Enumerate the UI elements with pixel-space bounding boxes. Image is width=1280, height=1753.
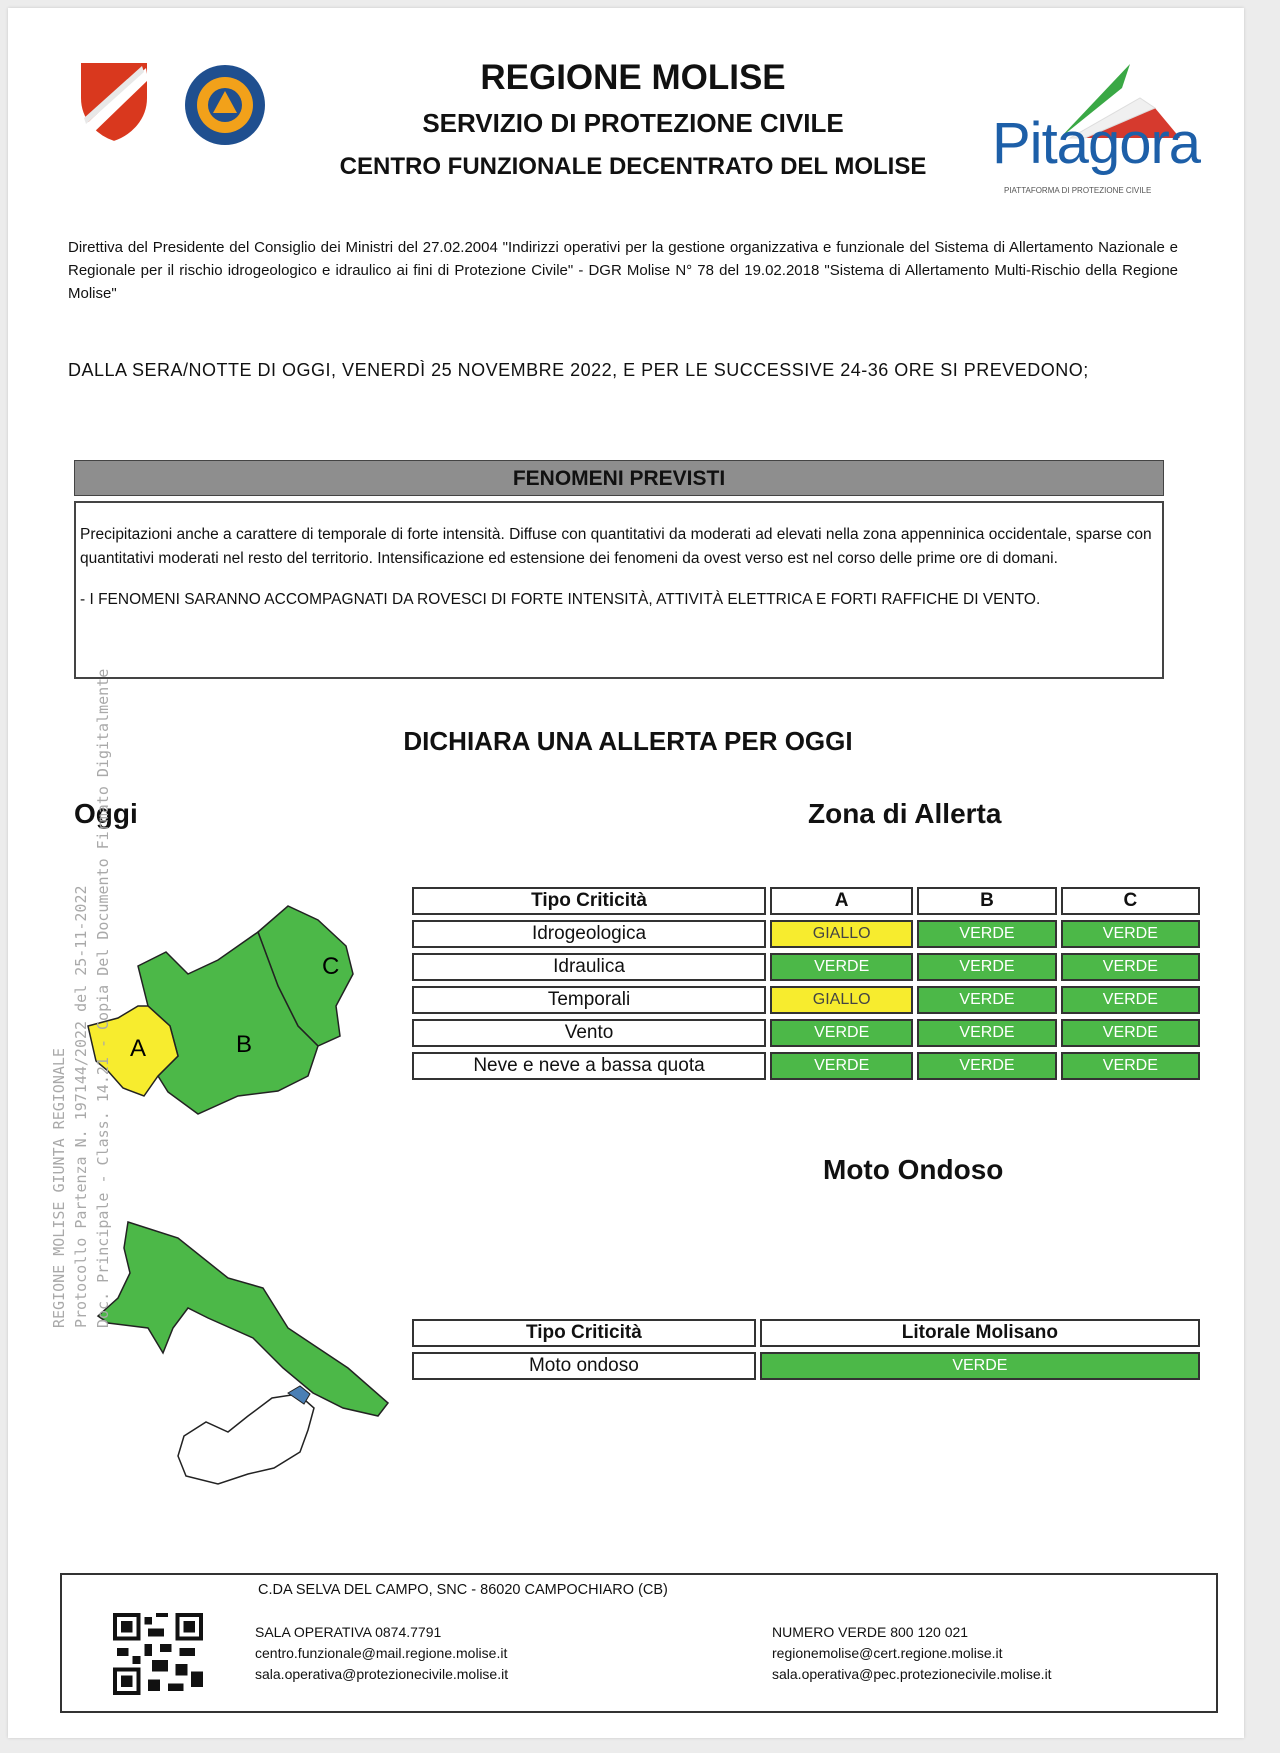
- alert-level-cell: VERDE: [917, 1019, 1056, 1047]
- alert-level-cell: VERDE: [1061, 986, 1200, 1014]
- coast-map: [88, 1218, 398, 1488]
- fenomeni-paragraph: - I FENOMENI SARANNO ACCOMPAGNATI DA ROVESCI DI FORTE INTENSITÀ, ATTIVITÀ ELETTRICA E FORTI RAFFICHE DI VENTO.: [80, 591, 1041, 608]
- alert-declaration: DICHIARA UNA ALLERTA PER OGGI: [403, 726, 853, 756]
- alert-level-cell: VERDE: [760, 1352, 1200, 1380]
- table-row: [412, 1352, 1200, 1380]
- alert-level-cell: VERDE: [917, 1052, 1056, 1080]
- table-row: [412, 1019, 1200, 1047]
- alert-level-cell: VERDE: [917, 986, 1056, 1014]
- qr-code-icon: [112, 1613, 204, 1695]
- criticita-label: Vento: [412, 1019, 766, 1047]
- footer-right-contacts: [772, 1622, 1052, 1685]
- zone-alert-table: [408, 882, 1204, 1085]
- pec-link[interactable]: regionemolise@cert.regione.molise.it: [772, 1645, 1003, 1661]
- zone-a-label: A: [130, 1035, 147, 1062]
- watermark-line: Doc. Principale - Class. 14.21 - Copia Del Documento Firmato Digitalmente: [94, 668, 112, 1328]
- alert-level-cell: VERDE: [1061, 920, 1200, 948]
- alert-level-cell: GIALLO: [770, 986, 913, 1014]
- sala-operativa: SALA OPERATIVA 0874.7791: [255, 1624, 442, 1640]
- forecast-intro: DALLA SERA/NOTTE DI OGGI, VENERDÌ 25 NOVEMBRE 2022, E PER LE SUCCESSIVE 24-36 ORE SI PREVEDONO;: [68, 360, 1089, 380]
- table-row: [412, 986, 1200, 1014]
- protezione-civile-seal-icon: [183, 63, 267, 147]
- alert-level-cell: VERDE: [917, 953, 1056, 981]
- table-row: [412, 920, 1200, 948]
- pitagora-logo-icon: [990, 58, 1200, 208]
- alert-level-cell: VERDE: [770, 1052, 913, 1080]
- directive-text: Direttiva del Presidente del Consiglio dei Ministri del 27.02.2004 "Indirizzi operativi per la gestione organizzativa e funzionale del Sistema di Allertamento Nazionale e Regionale per il rischio idrogeologico e idraulico ai fini di Protezione Civile" - DGR Molise N° 78 del 19.02.2018 "Sistema di Allertamento Multi-Rischio della Regione Molise": [68, 239, 1178, 302]
- coast-area: [98, 1222, 388, 1416]
- criticita-label: Idrogeologica: [412, 920, 766, 948]
- column-header: Tipo Criticità: [412, 887, 766, 915]
- document-page: [8, 8, 1244, 1738]
- zona-allerta-title: Zona di Allerta: [808, 798, 1002, 829]
- criticita-label: Moto ondoso: [412, 1352, 756, 1380]
- molise-zone-map: [78, 896, 398, 1136]
- protocol-watermark: [48, 378, 114, 1328]
- watermark-line: Protocollo Partenza N. 197144/2022 del 25-11-2022: [72, 885, 90, 1328]
- oggi-label: Oggi: [74, 798, 138, 829]
- regione-molise-shield-icon: [76, 58, 152, 144]
- footer-address: C.DA SELVA DEL CAMPO, SNC - 86020 CAMPOCHIARO (CB): [258, 1582, 668, 1598]
- pitagora-logo-text: Pitagora: [992, 111, 1201, 176]
- fenomeni-paragraph: Precipitazioni anche a carattere di temporale di forte intensità. Diffuse con quantitativi da moderati ad elevati nella zona appenninica occidentale, sparse con quantitativi moderati nel resto del territorio. Intensificazione ed estensione dei fenomeni da ovest verso est nel corso delle prime ore di domani.: [80, 526, 1152, 567]
- alert-level-cell: VERDE: [917, 920, 1056, 948]
- molise-outline: [178, 1394, 314, 1484]
- fenomeni-heading: FENOMENI PREVISTI: [74, 460, 1164, 496]
- table-header-row: [412, 887, 1200, 915]
- numero-verde: NUMERO VERDE 800 120 021: [772, 1624, 969, 1640]
- alert-level-cell: GIALLO: [770, 920, 913, 948]
- column-header: C: [1061, 887, 1200, 915]
- table-header-row: [412, 1319, 1200, 1347]
- moto-ondoso-table: [408, 1314, 1204, 1385]
- column-header: A: [770, 887, 913, 915]
- criticita-label: Idraulica: [412, 953, 766, 981]
- watermark-line: REGIONE MOLISE GIUNTA REGIONALE: [50, 1048, 68, 1328]
- footer-left-contacts: [255, 1622, 508, 1685]
- table-row: [412, 1052, 1200, 1080]
- column-header: Litorale Molisano: [760, 1319, 1200, 1347]
- moto-ondoso-title: Moto Ondoso: [823, 1154, 1004, 1185]
- criticita-label: Neve e neve a bassa quota: [412, 1052, 766, 1080]
- criticita-label: Temporali: [412, 986, 766, 1014]
- column-header: B: [917, 887, 1056, 915]
- alert-level-cell: VERDE: [1061, 1052, 1200, 1080]
- alert-level-cell: VERDE: [1061, 1019, 1200, 1047]
- alert-level-cell: VERDE: [770, 953, 913, 981]
- email-link[interactable]: centro.funzionale@mail.regione.molise.it: [255, 1645, 508, 1661]
- email-link[interactable]: sala.operativa@protezionecivile.molise.it: [255, 1666, 509, 1682]
- alert-level-cell: VERDE: [770, 1019, 913, 1047]
- zone-b-label: B: [236, 1031, 253, 1058]
- table-row: [412, 953, 1200, 981]
- pec-link[interactable]: sala.operativa@pec.protezionecivile.molise.it: [772, 1666, 1052, 1682]
- column-header: Tipo Criticità: [412, 1319, 756, 1347]
- alert-level-cell: VERDE: [1061, 953, 1200, 981]
- fenomeni-box: [74, 501, 1164, 679]
- page-subtitle: SERVIZIO DI PROTEZIONE CIVILE: [422, 108, 844, 138]
- page-title: REGIONE MOLISE: [480, 58, 786, 97]
- center-name: CENTRO FUNZIONALE DECENTRATO DEL MOLISE: [339, 153, 927, 180]
- pitagora-tagline: PIATTAFORMA DI PROTEZIONE CIVILE: [1004, 186, 1152, 195]
- zone-c-label: C: [322, 953, 340, 980]
